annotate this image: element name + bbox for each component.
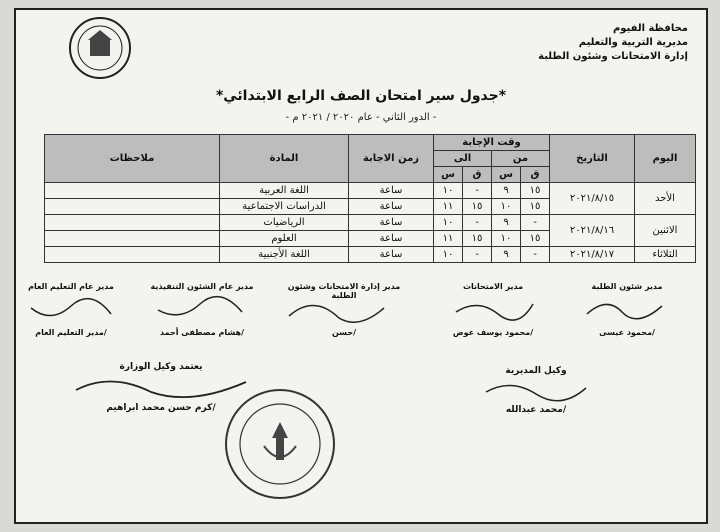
signature-block: [572, 282, 682, 337]
document-subtitle: - الدور الثاني - عام ٢٠٢٠ / ٢٠٢١ م -: [285, 112, 437, 123]
subject-cell: اللغة الأجنبية: [220, 247, 349, 263]
from-min-cell: ١٥: [521, 183, 550, 199]
to-min-cell: -: [463, 215, 492, 231]
col-to: الى: [434, 151, 492, 167]
signature-title: مدير الامتحانات: [462, 282, 524, 291]
signature-title: مدير عام الشئون التنفيذية: [150, 282, 254, 291]
col-from: من: [492, 151, 550, 167]
from-hour-cell: ٩: [492, 215, 521, 231]
directorate-seal-icon: [68, 16, 132, 80]
col-day: اليوم: [635, 135, 696, 183]
from-hour-cell: ٩: [492, 247, 521, 263]
subject-cell: الرياضيات: [220, 215, 349, 231]
signature-title: مدير عام التعليم العام: [28, 282, 114, 291]
signature-block: [142, 282, 262, 337]
signatory-name: /حسن: [331, 328, 357, 337]
deputy-directorate-name: /محمد عبدالله: [505, 405, 567, 415]
col-to-min: ق: [463, 167, 492, 183]
subject-cell: الدراسات الاجتماعية: [220, 199, 349, 215]
duration-cell: ساعة: [349, 199, 434, 215]
from-min-cell: -: [521, 215, 550, 231]
issuing-authority: [538, 22, 688, 64]
date-cell: ٢٠٢١/٨/١٦: [550, 215, 635, 247]
day-cell: الأحد: [635, 183, 696, 215]
to-min-cell: -: [463, 247, 492, 263]
col-from-hour: س: [492, 167, 521, 183]
handwritten-signature-icon: [448, 294, 538, 324]
handwritten-signature-icon: [284, 294, 394, 330]
approval-title: يعتمد وكيل الوزارة: [119, 362, 203, 372]
signatory-name: /هشام مصطفى أحمد: [159, 328, 245, 337]
exam-schedule-table: [44, 134, 696, 263]
to-hour-cell: ١١: [434, 231, 463, 247]
notes-cell: [45, 183, 220, 199]
day-cell: الاثنين: [635, 215, 696, 247]
from-min-cell: -: [521, 247, 550, 263]
signatory-name: /محمود يوسف عوض: [452, 328, 534, 337]
handwritten-signature-icon: [582, 294, 672, 324]
col-to-hour: س: [434, 167, 463, 183]
signature-title: مدير شئون الطلبة: [591, 282, 663, 291]
from-min-cell: ١٥: [521, 231, 550, 247]
date-cell: ٢٠٢١/٨/١٥: [550, 183, 635, 215]
handwritten-signature-icon: [152, 294, 248, 324]
governorate-label: محافظة الفيوم: [612, 23, 688, 34]
duration-cell: ساعة: [349, 247, 434, 263]
deputy-directorate-title: وكيل المديرية: [505, 366, 567, 376]
notes-cell: [45, 231, 220, 247]
col-date: التاريخ: [550, 135, 635, 183]
duration-cell: ساعة: [349, 183, 434, 199]
document-sheet: [14, 8, 708, 524]
signatures-row: [28, 282, 682, 362]
duration-cell: ساعة: [349, 231, 434, 247]
subject-cell: اللغة العربية: [220, 183, 349, 199]
table-row: [45, 215, 696, 231]
signatory-name: /محمود عيسى: [599, 328, 655, 337]
signature-block: [438, 282, 548, 337]
col-notes: ملاحظات: [45, 135, 220, 183]
table-row: [45, 247, 696, 263]
signature-block: [16, 282, 126, 337]
handwritten-signature-icon: [26, 294, 116, 324]
to-hour-cell: ١٠: [434, 215, 463, 231]
signature-title: مدير إدارة الامتحانات وشئون الطلبة: [287, 282, 401, 300]
from-hour-cell: ٩: [492, 183, 521, 199]
from-hour-cell: ١٠: [492, 231, 521, 247]
to-min-cell: ١٥: [463, 199, 492, 215]
from-hour-cell: ١٠: [492, 199, 521, 215]
from-min-cell: ١٥: [521, 199, 550, 215]
to-hour-cell: ١٠: [434, 247, 463, 263]
col-from-min: ق: [521, 167, 550, 183]
signatory-name: /مدير التعليم العام: [35, 328, 107, 337]
duration-cell: ساعة: [349, 215, 434, 231]
notes-cell: [45, 247, 220, 263]
to-hour-cell: ١٠: [434, 183, 463, 199]
to-min-cell: -: [463, 183, 492, 199]
notes-cell: [45, 215, 220, 231]
col-time: وقت الإجابة: [434, 135, 550, 151]
col-subject: المادة: [220, 135, 349, 183]
department-label: إدارة الامتحانات وشئون الطلبة: [538, 51, 688, 62]
notes-cell: [45, 199, 220, 215]
table-row: [45, 183, 696, 199]
document-title: *جدول سير امتحان الصف الرابع الابتدائي*: [215, 88, 507, 104]
directorate-label: مديرية التربية والتعليم: [578, 37, 688, 48]
col-duration: زمن الاجابة: [349, 135, 434, 183]
signature-block: [274, 282, 414, 337]
deputy-directorate-block: [476, 366, 596, 415]
handwritten-signature-icon: [481, 376, 591, 402]
date-cell: ٢٠٢١/٨/١٧: [550, 247, 635, 263]
approval-name: /كرم حسن محمد ابراهيم: [106, 403, 216, 413]
to-min-cell: ١٥: [463, 231, 492, 247]
official-stamp-icon: [222, 386, 338, 502]
day-cell: الثلاثاء: [635, 247, 696, 263]
subject-cell: العلوم: [220, 231, 349, 247]
to-hour-cell: ١١: [434, 199, 463, 215]
